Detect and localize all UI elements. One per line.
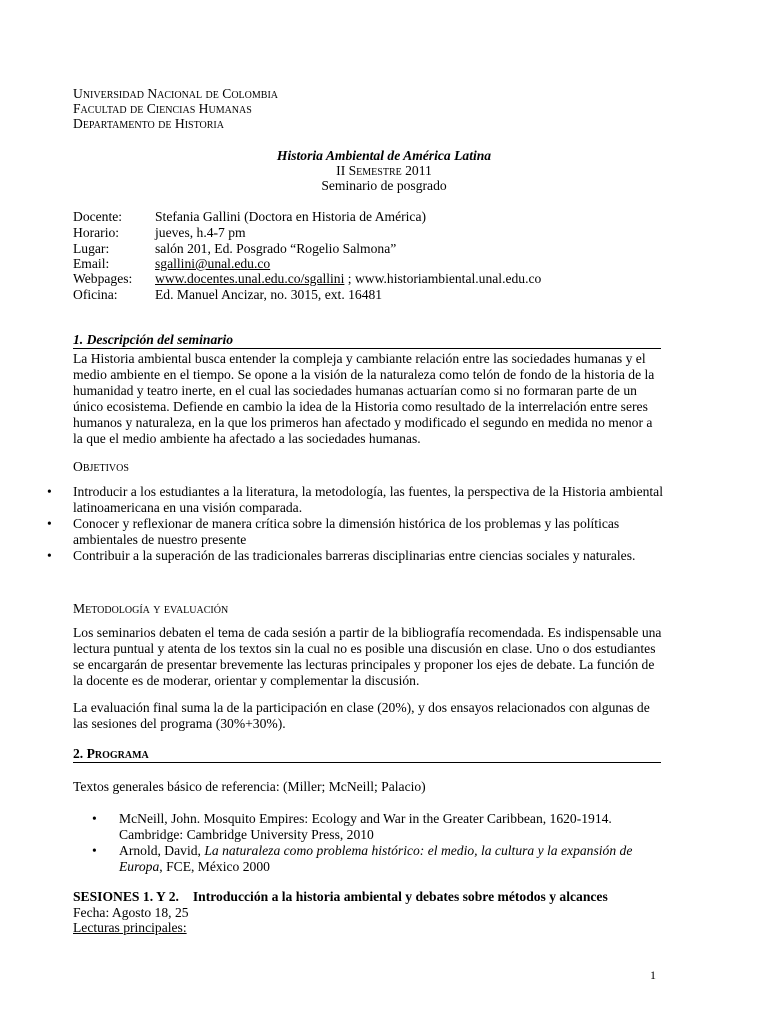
info-value: Stefania Gallini (Doctora en Historia de América) bbox=[155, 209, 427, 224]
faculty-name: Facultad de Ciencias Humanas bbox=[73, 101, 252, 116]
course-type: Seminario de posgrado bbox=[321, 178, 447, 193]
info-value: salón 201, Ed. Posgrado “Rogelio Salmona” bbox=[155, 241, 397, 256]
info-label: Docente: bbox=[73, 209, 123, 224]
course-title: Historia Ambiental de América Latina bbox=[276, 148, 492, 163]
ref-author: Arnold, David, bbox=[119, 843, 205, 858]
section2-heading: 2. Programa bbox=[73, 746, 661, 763]
page-number: 1 bbox=[650, 968, 656, 982]
info-horario bbox=[73, 225, 246, 241]
method-heading: Metodología y evaluación bbox=[73, 601, 229, 616]
objectives-heading: Objetivos bbox=[73, 459, 129, 474]
ref-rest: , FCE, México 2000 bbox=[159, 859, 270, 874]
info-docente bbox=[73, 209, 426, 225]
list-item: • Contribuir a la superación de las tradicionales barreras disciplinarias entre ciencias sociales y naturales. bbox=[47, 548, 667, 564]
info-value: Ed. Manuel Ancizar, no. 3015, ext. 16481 bbox=[155, 287, 383, 302]
list-item bbox=[90, 843, 670, 875]
section1-paragraph: La Historia ambiental busca entender la compleja y cambiante relación entre las sociedades humanas y el medio ambiente en el tiempo. Se opone a la visión de la naturaleza como telón de fondo de la historia de la humanidad y teatro inerte, en el cual las sociedades humanas actuarían como si no formaran parte de un único ecosistema. Defiende en cambio la idea de la Historia como resultado de la interrelación entre seres humanos y naturaleza, en la que los primeros han afectado y modificado el segundo en medida no menor a la que el medio ambiente ha afectado a las sociedades humanas. bbox=[73, 351, 655, 446]
ref-title: La naturaleza como problema histórico: el medio, la cultura y la expansión de Europa bbox=[119, 843, 633, 874]
list-item: • McNeill, John. Mosquito Empires: Ecology and War in the Greater Caribbean, 1620-1914. Cambridge: Cambridge University Press, 2010 bbox=[90, 811, 670, 843]
info-label: Email: bbox=[73, 256, 110, 271]
webpage-link[interactable]: www.docentes.unal.edu.co/sgallini bbox=[155, 271, 345, 286]
webpage-rest: ; www.historiambiental.unal.edu.co bbox=[344, 271, 542, 286]
sessions-title: Introducción a la historia ambiental y debates sobre métodos y alcances bbox=[192, 889, 608, 904]
list-item: • Introducir a los estudiantes a la literatura, la metodología, las fuentes, la perspectiva de la Historia ambiental latinoamericana en una visión comparada. bbox=[47, 484, 667, 516]
email-link[interactable]: sgallini@unal.edu.co bbox=[155, 256, 271, 271]
info-label: Lugar: bbox=[73, 241, 110, 256]
sessions-heading bbox=[73, 889, 608, 905]
list-item: • Conocer y reflexionar de manera crítica sobre la dimensión histórica de los problemas y las políticas ambientales de nuestro presente bbox=[47, 516, 667, 548]
objectives-list bbox=[47, 484, 667, 564]
method-paragraph-1: Los seminarios debaten el tema de cada sesión a partir de la bibliografía recomendada. Es indispensable una lectura puntual y atenta de los textos sin la cual no es posible una discusión en clase. Uno o dos estudiantes se encargarán de presentar brevemente las lecturas principales y proponer los ejes de debate. La función de la docente es de moderar, orientar y complementar la discusión. bbox=[73, 625, 662, 688]
general-texts: Textos generales básico de referencia: (Miller; McNeill; Palacio) bbox=[73, 779, 426, 794]
info-lugar bbox=[73, 241, 396, 257]
university-name: Universidad Nacional de Colombia bbox=[73, 86, 278, 101]
info-webpages bbox=[73, 271, 541, 287]
info-oficina bbox=[73, 287, 382, 303]
references-list bbox=[90, 811, 670, 875]
course-semester: II Semestre 2011 bbox=[336, 163, 432, 178]
method-paragraph-2: La evaluación final suma la de la participación en clase (20%), y dos ensayos relacionados con algunas de las sesiones del programa (30%+30%). bbox=[73, 700, 650, 731]
department-name: Departamento de Historia bbox=[73, 116, 224, 131]
section1-heading: 1. Descripción del seminario bbox=[73, 332, 661, 349]
info-label: Webpages: bbox=[73, 271, 133, 286]
info-email bbox=[73, 256, 270, 272]
info-label: Horario: bbox=[73, 225, 120, 240]
readings-label: Lecturas principales: bbox=[73, 920, 187, 935]
sessions-label: SESIONES 1. Y 2. bbox=[73, 889, 179, 904]
session-date: Fecha: Agosto 18, 25 bbox=[73, 905, 189, 920]
info-label: Oficina: bbox=[73, 287, 118, 302]
info-value: jueves, h.4-7 pm bbox=[155, 225, 246, 240]
